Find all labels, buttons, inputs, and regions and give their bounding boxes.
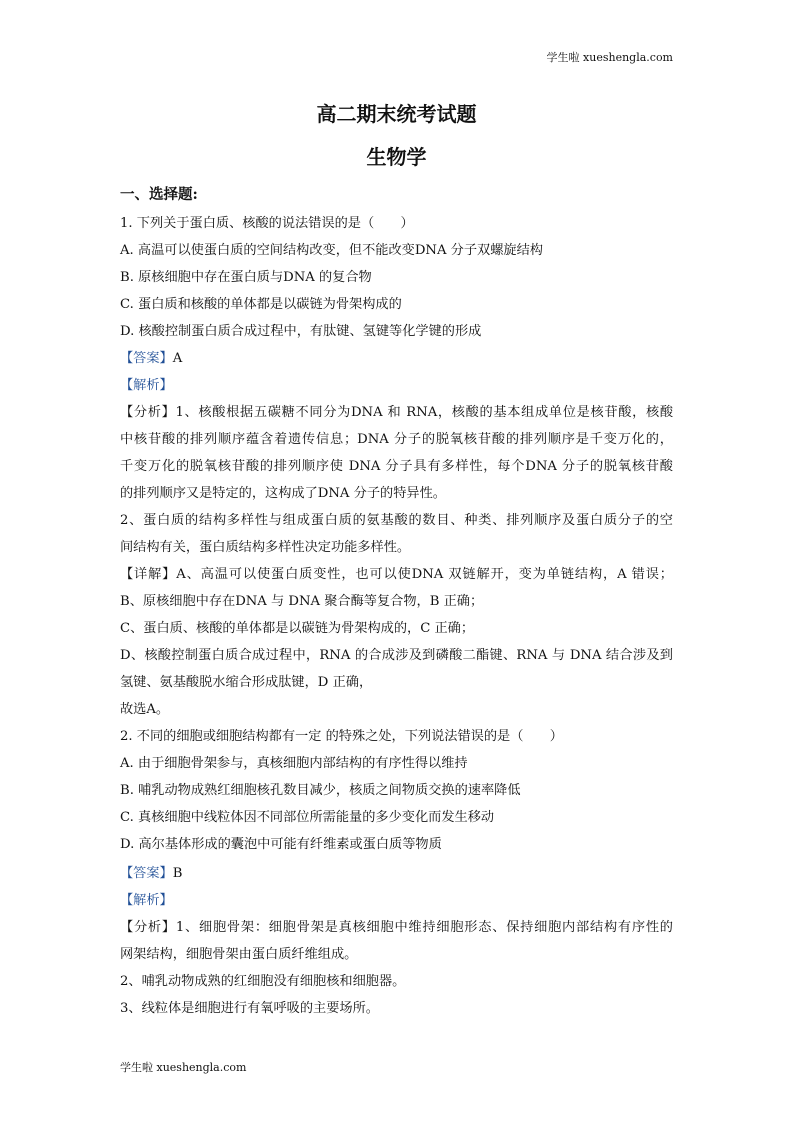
q2-fx3: 2、哺乳动物成熟的红细胞没有细胞核和细胞器。 bbox=[120, 974, 406, 989]
q1-fx2: 中核苷酸的排列顺序蕴含着遗传信息；DNA 分子的脱氧核苷酸的排列顺序是千变万化的， bbox=[120, 432, 673, 447]
answer-tag: 【答案】 bbox=[120, 866, 173, 881]
answer-value: B bbox=[172, 866, 183, 881]
q1-xj5: 氢键、氨基酸脱水缩合形成肽键，D 正确， bbox=[120, 675, 373, 690]
q1-xj4: D、核酸控制蛋白质合成过程中，RNA 的合成涉及到磷酸二酯键、RNA 与 DNA 结合涉及到 bbox=[120, 648, 673, 663]
footer-site: 学生啦 xueshengla.com bbox=[120, 1061, 247, 1074]
q2-stem: 2. 不同的细胞或细胞结构都有一定 的特殊之处，下列说法错误的是（ ） bbox=[120, 729, 563, 744]
q2-option-c: C. 真核细胞中线粒体因不同部位所需能量的多少变化而发生移动 bbox=[120, 810, 495, 825]
q1-detail-line bbox=[120, 563, 673, 582]
q1-fx5: 2、蛋白质的结构多样性与组成蛋白质的氨基酸的数目、种类、排列顺序及蛋白质分子的空 bbox=[120, 513, 673, 528]
q1-analysis-line bbox=[120, 401, 673, 420]
q1-option-c: C. 蛋白质和核酸的单体都是以碳链为骨架构成的 bbox=[120, 297, 402, 312]
answer-value: A bbox=[172, 351, 183, 366]
header-site: 学生啦 xueshengla.com bbox=[546, 51, 673, 64]
section-heading: 一、选择题: bbox=[120, 186, 198, 203]
page-subtitle: 生物学 bbox=[366, 145, 427, 169]
q1-fx1: 1、核酸根据五碳糖不同分为DNA 和 RNA，核酸的基本组成单位是核苷酸，核酸 bbox=[175, 405, 674, 420]
q2-fx4: 3、线粒体是细胞进行有氧呼吸的主要场所。 bbox=[120, 1001, 379, 1016]
q1-xj1: A、高温可以使蛋白质变性，也可以使DNA 双链解开，变为单链结构，A 错误； bbox=[176, 567, 673, 582]
answer-tag: 【答案】 bbox=[120, 351, 173, 366]
q1-analysis-tag: 【解析】 bbox=[120, 378, 173, 393]
fenxi-tag: 【分析】 bbox=[120, 405, 176, 420]
q1-xj3: C、蛋白质、核酸的单体都是以碳链为骨架构成的，C 正确； bbox=[120, 621, 475, 636]
q1-conclusion: 故选A。 bbox=[120, 702, 170, 717]
q1-stem: 1. 下列关于蛋白质、核酸的说法错误的是（ ） bbox=[120, 216, 414, 231]
q2-option-d: D. 高尔基体形成的囊泡中可能有纤维素或蛋白质等物质 bbox=[120, 837, 442, 852]
q2-fx1: 1、细胞骨架：细胞骨架是真核细胞中维持细胞形态、保持细胞内部结构有序性的 bbox=[175, 920, 673, 935]
q2-analysis-line bbox=[120, 916, 673, 935]
q2-fx2: 网架结构，细胞骨架由蛋白质纤维组成。 bbox=[120, 947, 358, 962]
xiangjie-tag: 【详解】 bbox=[120, 567, 177, 582]
q1-fx4: 的排列顺序又是特定的，这构成了DNA 分子的特异性。 bbox=[120, 486, 446, 501]
q1-fx6: 间结构有关，蛋白质结构多样性决定功能多样性。 bbox=[120, 540, 411, 555]
q2-option-a: A. 由于细胞骨架参与，真核细胞内部结构的有序性得以维持 bbox=[120, 756, 468, 771]
page-title: 高二期末统考试题 bbox=[316, 102, 477, 126]
q2-option-b: B. 哺乳动物成熟红细胞核孔数目减少，核质之间物质交换的速率降低 bbox=[120, 783, 521, 798]
q1-option-a: A. 高温可以使蛋白质的空间结构改变，但不能改变DNA 分子双螺旋结构 bbox=[120, 243, 543, 258]
q2-answer bbox=[120, 862, 182, 881]
q2-analysis-tag: 【解析】 bbox=[120, 893, 173, 908]
fenxi-tag: 【分析】 bbox=[120, 920, 176, 935]
q1-option-b: B. 原核细胞中存在蛋白质与DNA 的复合物 bbox=[120, 270, 372, 285]
q1-option-d: D. 核酸控制蛋白质合成过程中，有肽键、氢键等化学键的形成 bbox=[120, 324, 482, 339]
q1-fx3: 千变万化的脱氧核苷酸的排列顺序使 DNA 分子具有多样性，每个DNA 分子的脱氧核苷酸 bbox=[120, 459, 673, 474]
q1-xj2: B、原核细胞中存在DNA 与 DNA 聚合酶等复合物，B 正确； bbox=[120, 594, 484, 609]
q1-answer bbox=[120, 347, 182, 366]
